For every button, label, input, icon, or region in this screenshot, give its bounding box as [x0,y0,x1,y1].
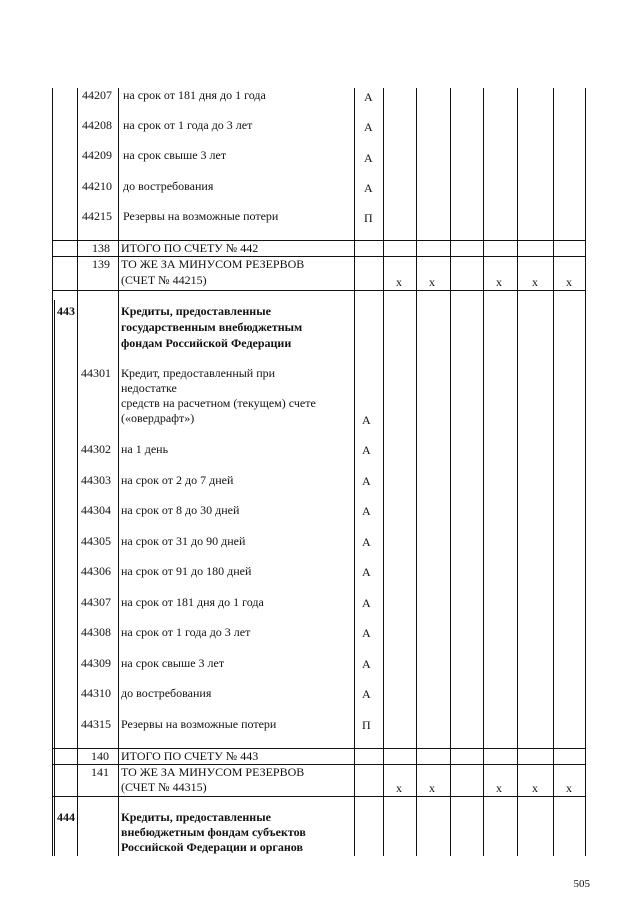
cross-mark: х [566,781,572,795]
account-type: А [362,535,371,549]
account-type: А [362,626,371,640]
net-label: (СЧЕТ № 44315) [121,780,207,794]
rule-after-139 [52,290,586,291]
table-rule-type [383,88,384,856]
account-type: А [362,443,371,457]
account-type: А [362,413,371,427]
group-title: государственным внебюджетным [121,320,303,334]
account-name: недостатке [121,381,177,395]
account-name: на срок свыше 3 лет [123,148,227,162]
table-rule-left [52,88,53,856]
cross-mark: х [496,275,502,289]
account-type: А [362,565,371,579]
account-code: 44303 [81,473,111,487]
account-code: 44209 [82,148,112,162]
table-rule-left-double [54,300,55,856]
cross-mark: х [532,781,538,795]
account-code: 44306 [81,564,111,578]
account-code: 44308 [81,625,111,639]
table-rule-right [585,88,586,856]
account-name: на срок от 181 дня до 1 года [121,595,264,609]
account-name: на срок от 181 дня до 1 года [123,88,266,102]
cross-mark: х [566,275,572,289]
account-name: на 1 день [121,442,169,456]
total-label: ИТОГО ПО СЧЕТУ № 442 [121,241,259,255]
net-code: 141 [91,765,109,779]
total-code: 138 [92,241,110,255]
account-name: до востребования [121,686,212,700]
table-rule-name [354,88,355,856]
account-name: на срок от 1 года до 3 лет [123,118,253,132]
cross-mark: х [496,781,502,795]
group-title: Кредиты, предоставленные [121,304,271,318]
account-code: 44305 [81,534,111,548]
cross-mark: х [429,275,435,289]
account-code: 44208 [82,118,112,132]
account-type: А [362,504,371,518]
account-name: («овердрафт») [121,411,195,425]
account-code: 44310 [81,686,111,700]
account-type: А [364,181,373,195]
account-code: 44215 [82,209,112,223]
group-title: Кредиты, предоставленные [121,810,271,824]
net-label: ТО ЖЕ ЗА МИНУСОМ РЕЗЕРВОВ [121,257,305,271]
account-code: 44304 [81,503,111,517]
table-rule-group [77,88,78,856]
table-rule-c5 [553,88,554,856]
table-rule-c2 [450,88,451,856]
account-name: на срок свыше 3 лет [121,656,225,670]
account-code: 44207 [82,88,112,102]
account-name: Резервы на возможные потери [123,209,279,223]
account-name: до востребования [123,179,214,193]
account-name: на срок от 8 до 30 дней [121,503,240,517]
rule-after-141 [52,796,586,797]
table-rule-code [118,88,119,856]
account-type: А [364,90,373,104]
account-type: А [364,151,373,165]
cross-mark: х [396,275,402,289]
account-code: 44315 [81,717,111,731]
page-number: 505 [573,878,590,890]
account-type: А [362,657,371,671]
group-code: 444 [57,810,75,824]
account-type: А [362,474,371,488]
account-code: 44307 [81,595,111,609]
account-name: Резервы на возможные потери [121,717,277,731]
table-rule-c4 [517,88,518,856]
cross-mark: х [532,275,538,289]
account-type: П [364,211,373,225]
group-title: внебюджетным фондам субъектов [121,825,306,839]
account-code: 44301 [81,366,111,380]
net-label: (СЧЕТ № 44215) [121,273,207,287]
group-code: 443 [57,304,75,318]
group-title: Российской Федерации и органов [121,840,303,854]
group-title: фондам Российской Федерации [121,336,292,350]
account-type: А [362,687,371,701]
account-name: Кредит, предоставленный при [121,366,276,380]
cross-mark: х [429,781,435,795]
account-type: А [364,120,373,134]
net-label: ТО ЖЕ ЗА МИНУСОМ РЕЗЕРВОВ [121,765,305,779]
total-code: 140 [91,749,109,763]
account-name: средств на расчетном (текущем) счете [121,396,316,410]
table-rule-c3 [483,88,484,856]
account-name: на срок от 31 до 90 дней [121,534,246,548]
table-rule-c1 [416,88,417,856]
account-type: А [362,596,371,610]
account-code: 44302 [81,442,111,456]
account-name: на срок от 1 года до 3 лет [121,625,251,639]
cross-mark: х [396,781,402,795]
account-code: 44210 [82,179,112,193]
account-name: на срок от 2 до 7 дней [121,473,234,487]
net-code: 139 [92,257,110,271]
account-code: 44309 [81,656,111,670]
total-label: ИТОГО ПО СЧЕТУ № 443 [121,749,259,763]
account-type: П [362,718,371,732]
account-name: на срок от 91 до 180 дней [121,564,252,578]
